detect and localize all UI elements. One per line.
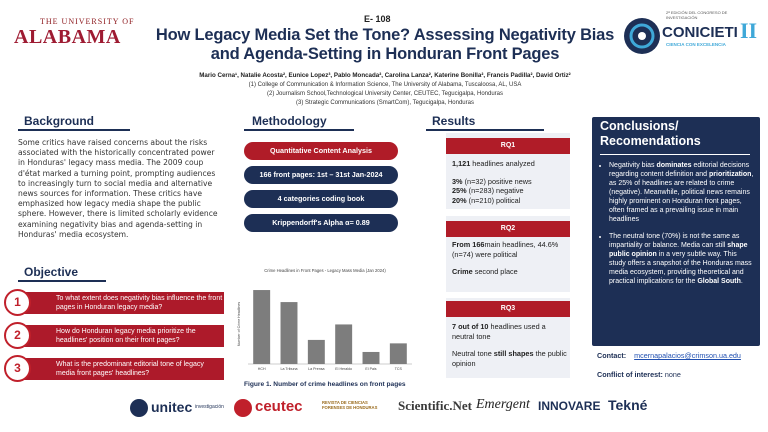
conicieti-logo (622, 10, 762, 60)
author-list: Mario Cerna¹, Natalie Acosta², Eunice Lopez³, Pablo Moncada², Carolina Lanza², Katerine Bonilla², Francis Padilla², David Ortiz² (199, 72, 571, 79)
conicieti-numeral: II (740, 18, 758, 43)
objective-heading: Objective (24, 265, 79, 279)
ua-logo-small: THE UNIVERSITY OF (40, 17, 135, 26)
coi-line (597, 370, 681, 379)
logo-scientific-net: Scientific.Net (398, 398, 473, 413)
coi-value: none (664, 370, 681, 379)
methodology-underline (244, 129, 354, 131)
chart-bar-la-tribuna (281, 302, 298, 364)
method-box-3: 4 categories coding book (244, 190, 398, 208)
objective-number-3: 3 (4, 355, 31, 382)
logo-ceutec: ceutec (255, 398, 303, 415)
contact-label: Contact: (597, 351, 627, 360)
chart-tick-label: El Heraldo (335, 367, 353, 371)
rq1-row-1: (n=32) positive news (464, 176, 532, 186)
conicieti-name: CONICIETI (662, 24, 738, 41)
conclusion-point-2 (609, 232, 754, 286)
rq1-body (452, 159, 570, 205)
method-box-2: 166 front pages: 1st – 31st Jan-2024 (244, 166, 398, 184)
rq1-pct-2: 25% (452, 186, 467, 195)
ua-logo-wordmark: ALABAMA (14, 26, 121, 48)
method-box-1: Quantitative Content Analysis (244, 142, 398, 160)
rq3-tone-a: Neutral tone (452, 349, 492, 358)
objective-number-2: 2 (4, 322, 31, 349)
conclusions-heading (600, 119, 750, 149)
rq1-pct-1: 3% (452, 176, 463, 186)
conicieti-tag: CIENCIA CON EXCELENCIA (666, 42, 726, 47)
objective-item-3 (4, 356, 224, 381)
rq1-count-label: headlines analyzed (472, 159, 535, 168)
logo-emergent: Emergent (476, 397, 530, 412)
objective-underline (18, 280, 106, 282)
method-box-4: Krippendorff's Alpha α= 0.89 (244, 214, 398, 232)
rq3-tone-bold: still shapes (493, 349, 534, 358)
rq3-body (452, 322, 570, 368)
unitec-icon (130, 399, 148, 417)
chart-bar-la-prensa (308, 340, 325, 364)
contact-line (597, 351, 741, 360)
chart-bar-el-pais (363, 352, 380, 364)
chart-tick-label: El Pais (365, 367, 377, 371)
chart-bar-el-heraldo (335, 324, 352, 364)
logo-tekne: Tekné (608, 397, 648, 413)
c2-a: The neutral tone (70%) is not the same as impartiality or balance. Media can still (609, 233, 740, 249)
c1-e: , as 25% of headlines are related to crime (negative). Meanwhile, political news remains highly prominent on Honduran front pages, often framed as a prevailing issue in main headlines (609, 171, 754, 223)
c2-c: in a very subtle way. This study offers a snapshot of the Honduras mass media ecosystem, providing theoretical and practical implications for the (609, 251, 752, 285)
logo-unitec: unitec (151, 399, 193, 415)
rq1-row-3: (n=210) political (468, 195, 521, 205)
title-line-1: How Legacy Media Set the Tone? Assessing Negativity Bias (155, 26, 615, 44)
background-heading: Background (24, 114, 95, 128)
c1-a: Negativity bias (609, 162, 655, 169)
rq3-label: RQ3 (446, 301, 570, 317)
conclusions-divider (600, 154, 750, 155)
c2-b: shape public opinion (609, 242, 748, 258)
results-heading: Results (432, 114, 476, 128)
rq2-label: RQ2 (446, 221, 570, 237)
c2-e: . (740, 278, 743, 285)
rq2-crime: Crime (452, 267, 473, 276)
chart-title: Crime Headlines in Front Pages - Legacy Mass Media (Jan 2024) (264, 268, 386, 273)
rq3-text: headlines used a neutral tone (452, 322, 546, 341)
rq2-body (452, 240, 570, 277)
chart-caption: Figure 1. Number of crime headlines on front pages (244, 381, 406, 388)
chart-ylabel: Number of Crime Headlines (237, 301, 241, 347)
conicieti-top: 2ª EDICIÓN DEL CONGRESO DE INVESTIGACIÓN (666, 10, 728, 20)
chart-tick-label: La Prensa (308, 367, 325, 371)
rq2-crime-rest: second place (474, 267, 518, 276)
conclusions-heading-2: Recomendations (600, 134, 701, 148)
methodology-heading: Methodology (252, 114, 327, 128)
chart-tick-label: TCS (394, 367, 402, 371)
rq2-bold: From 166 (452, 240, 485, 249)
background-underline (18, 129, 130, 131)
conclusion-point-1 (609, 161, 754, 224)
objective-item-1 (4, 290, 224, 315)
logo-innovare: INNOVARE (538, 399, 601, 413)
objective-text-2: How do Honduran legacy media prioritize the headlines' position on their front pages? (24, 325, 224, 347)
contact-email[interactable]: mcernapalacios@crimson.ua.edu (634, 351, 741, 360)
affiliation-2: (2) Journalism School,Technological University Center, CEUTEC, Tegucigalpa, Honduras (267, 91, 503, 97)
crime-chart-svg (232, 264, 418, 380)
results-underline (426, 129, 544, 131)
rq1-count: 1,121 (452, 159, 471, 168)
title-line-2: and Agenda-Setting in Honduran Front Pages (210, 45, 560, 63)
chart-tick-label: HCH (257, 367, 266, 371)
affiliation-1: (1) College of Communication & Information Science, The University of Alabama, Tuscaloosa, AL, USA (248, 82, 522, 88)
poster-code: E- 108 (364, 14, 391, 24)
rq1-label: RQ1 (446, 138, 570, 154)
rq3-tone-b: the public opinion (452, 349, 567, 368)
ceutec-icon (234, 399, 252, 417)
conicieti-emblem-icon (622, 16, 662, 56)
crime-chart (232, 264, 418, 380)
poster-title (120, 26, 650, 64)
c1-c: editorial decisions regarding content definition and (609, 162, 750, 178)
c1-b: dominates (656, 162, 692, 169)
objective-item-2 (4, 323, 224, 348)
c1-d: prioritization (709, 171, 752, 178)
objective-number-1: 1 (4, 289, 31, 316)
rq1-row-2: (n=283) negative (468, 186, 524, 195)
rq2-text: main headlines, 44.6% (n=74) were political (452, 240, 559, 259)
footer-logo-strip (0, 391, 768, 432)
conclusions-body (600, 161, 754, 294)
coi-label: Conflict of interest: (597, 370, 663, 379)
logo-investigacion: investigación (195, 404, 224, 410)
c2-d: Global South (697, 278, 741, 285)
chart-bar-tcs (390, 343, 407, 364)
rq1-pct-3: 20% (452, 195, 467, 205)
affiliation-3: (3) Strategic Communications (SmartCom), Tegucigalpa, Honduras (296, 100, 474, 106)
rq3-bold: 7 out of 10 (452, 322, 489, 331)
objective-text-3: What is the predominant editorial tone of legacy media front pages' headlines? (24, 358, 224, 380)
logo-revista: REVISTA DE CIENCIAS FORENSES DE HONDURAS (322, 400, 378, 410)
chart-bar-hch (253, 290, 270, 364)
chart-tick-label: La Tribuna (280, 367, 298, 371)
objective-text-1: To what extent does negativity bias influence the front pages in Honduran legacy media? (24, 292, 224, 314)
conclusions-heading-1: Conclusions/ (600, 119, 679, 133)
background-text: Some critics have raised concerns about the risks associated with the historically concentrated power in Honduras' legacy mass media. The 2009 coup d'état marked a turning point, prompting audiences to increasingly turn to social media and alternative news sources for information. These critics have emphasized how legacy media shape the public sphere. However, there is limited scholarly evidence examining negativity bias and agenda-setting in Honduras' media ecosystem. (18, 138, 218, 239)
